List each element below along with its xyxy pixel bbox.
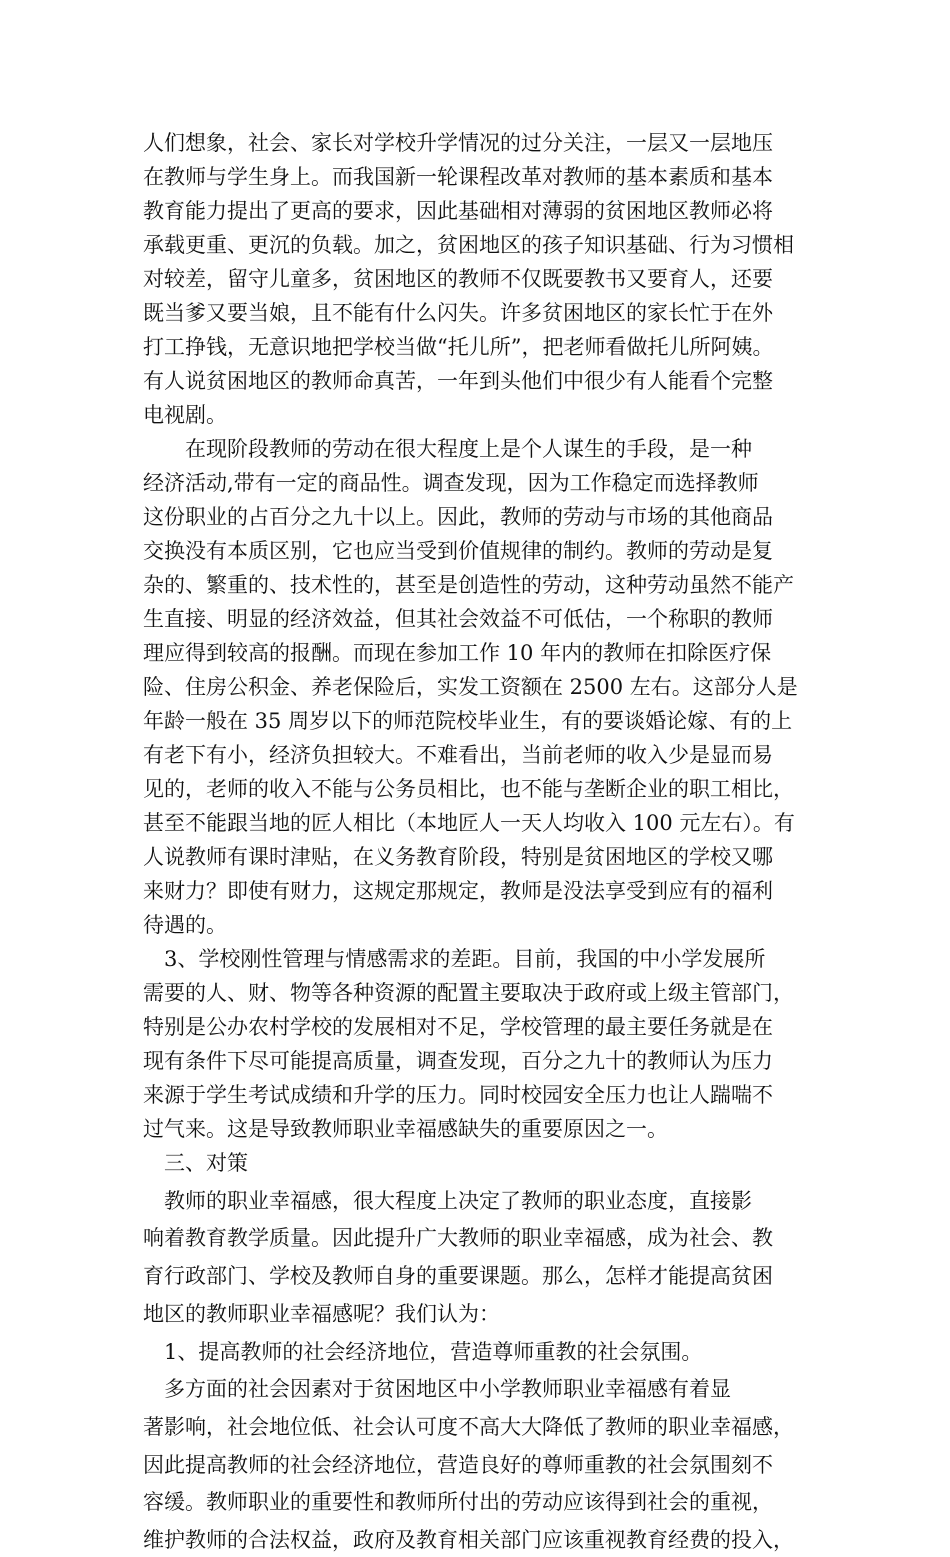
text-line: 生直接、明显的经济效益，但其社会效益不可低估，一个称职的教师 xyxy=(143,607,773,631)
text-line: 人们想象，社会、家长对学校升学情况的过分关注，一层又一层地压 xyxy=(143,131,773,155)
text-line: 有老下有小，经济负担较大。不难看出，当前老师的收入少是显而易 xyxy=(143,743,773,767)
text-line: 既当爹又要当娘，且不能有什么闪失。许多贫困地区的家长忙于在外 xyxy=(143,301,773,325)
text-line: 因此提高教师的社会经济地位，营造良好的尊师重教的社会氛围刻不 xyxy=(143,1453,773,1477)
text-line: 有人说贫困地区的教师命真苦，一年到头他们中很少有人能看个完整 xyxy=(143,369,773,393)
text-line: 容缓。教师职业的重要性和教师所付出的劳动应该得到社会的重视， xyxy=(143,1490,773,1514)
list-item: 1、提高教师的社会经济地位，营造尊师重教的社会氛围。 xyxy=(143,1340,703,1364)
text-line: 维护教师的合法权益，政府及教育相关部门应该重视教育经费的投入， xyxy=(143,1528,794,1552)
text-line: 人说教师有课时津贴，在义务教育阶段，特别是贫困地区的学校又哪 xyxy=(143,845,773,869)
text-line: 杂的、繁重的、技术性的，甚至是创造性的劳动，这种劳动虽然不能产 xyxy=(143,573,794,597)
text-line: 这份职业的占百分之九十以上。因此，教师的劳动与市场的其他商品 xyxy=(143,505,773,529)
text-line: 教育能力提出了更高的要求，因此基础相对薄弱的贫困地区教师必将 xyxy=(143,199,773,223)
text-line: 教师的职业幸福感，很大程度上决定了教师的职业态度，直接影 xyxy=(143,1189,752,1213)
text-line: 来财力？即使有财力，这规定那规定，教师是没法享受到应有的福利 xyxy=(143,879,773,903)
section-heading: 三、对策 xyxy=(143,1151,248,1175)
text-line: 对较差，留守儿童多，贫困地区的教师不仅既要教书又要育人，还要 xyxy=(143,267,773,291)
text-line: 理应得到较高的报酬。而现在参加工作 10 年内的教师在扣除医疗保 xyxy=(143,641,772,665)
text-line: 见的，老师的收入不能与公务员相比，也不能与垄断企业的职工相比， xyxy=(143,777,794,801)
text-line: 经济活动,带有一定的商品性。调查发现，因为工作稳定而选择教师 xyxy=(143,471,759,495)
text-line: 甚至不能跟当地的匠人相比（本地匠人一天人均收入 100 元左右）。有 xyxy=(143,811,795,835)
text-line: 险、住房公积金、养老保险后，实发工资额在 2500 左右。这部分人是 xyxy=(143,675,798,699)
text-line: 打工挣钱，无意识地把学校当做“托儿所”，把老师看做托儿所阿姨。 xyxy=(143,335,774,359)
text-line: 在现阶段教师的劳动在很大程度上是个人谋生的手段，是一种 xyxy=(143,437,752,461)
text-line: 特别是公办农村学校的发展相对不足，学校管理的最主要任务就是在 xyxy=(143,1015,773,1039)
text-line: 现有条件下尽可能提高质量，调查发现，百分之九十的教师认为压力 xyxy=(143,1049,773,1073)
text-line: 育行政部门、学校及教师自身的重要课题。那么，怎样才能提高贫困 xyxy=(143,1264,773,1288)
text-line: 来源于学生考试成绩和升学的压力。同时校园安全压力也让人踹喘不 xyxy=(143,1083,773,1107)
text-line: 地区的教师职业幸福感呢？我们认为： xyxy=(143,1302,500,1326)
text-line: 电视剧。 xyxy=(143,403,227,427)
text-line: 在教师与学生身上。而我国新一轮课程改革对教师的基本素质和基本 xyxy=(143,165,773,189)
text-line: 待遇的。 xyxy=(143,913,227,937)
text-line: 承载更重、更沉的负载。加之，贫困地区的孩子知识基础、行为习惯相 xyxy=(143,233,794,257)
text-line: 多方面的社会因素对于贫困地区中小学教师职业幸福感有着显 xyxy=(143,1377,731,1401)
text-line: 3、学校刚性管理与情感需求的差距。目前，我国的中小学发展所 xyxy=(143,947,766,971)
text-line: 响着教育教学质量。因此提升广大教师的职业幸福感，成为社会、教 xyxy=(143,1226,773,1250)
text-line: 交换没有本质区别，它也应当受到价值规律的制约。教师的劳动是复 xyxy=(143,539,773,563)
text-line: 著影响，社会地位低、社会认可度不高大大降低了教师的职业幸福感， xyxy=(143,1415,794,1439)
text-line: 年龄一般在 35 周岁以下的师范院校毕业生，有的要谈婚论嫁、有的上 xyxy=(143,709,793,733)
text-line: 过气来。这是导致教师职业幸福感缺失的重要原因之一。 xyxy=(143,1117,668,1141)
text-line: 需要的人、财、物等各种资源的配置主要取决于政府或上级主管部门， xyxy=(143,981,794,1005)
